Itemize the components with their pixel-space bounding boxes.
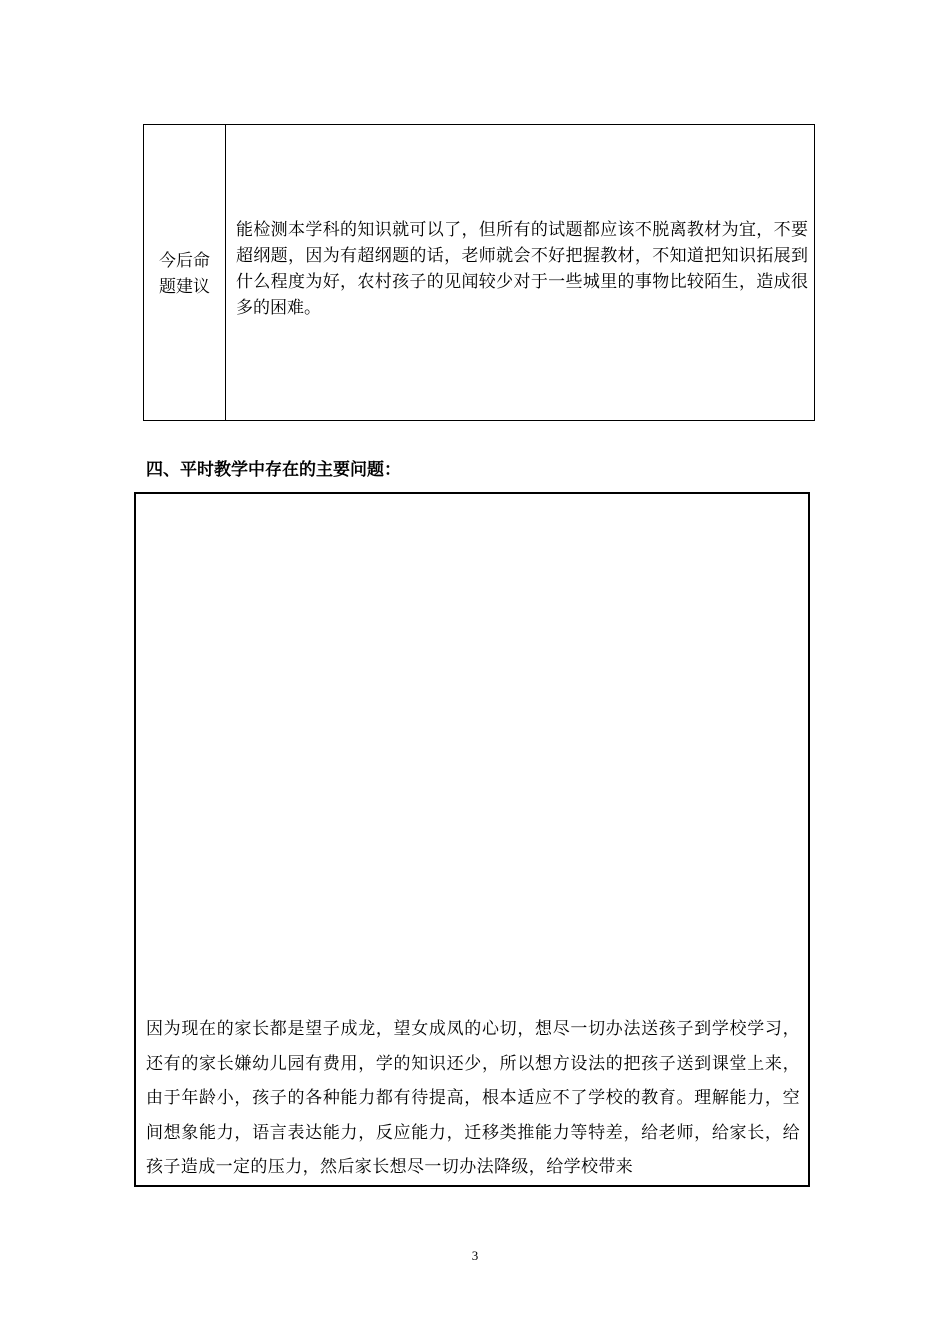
- suggestion-table: [143, 124, 815, 421]
- table-content: 能检测本学科的知识就可以了，但所有的试题都应该不脱离教材为宜，不要超纲题，因为有超纲题的话，老师就会不好把握教材，不知道把知识拓展到什么程度为好，农村孩子的见闻较少对于一些城里的事物比较陌生，造成很多的困难。: [236, 219, 808, 318]
- problems-box: [134, 492, 810, 1187]
- problems-text: 因为现在的家长都是望子成龙，望女成凤的心切，想尽一切办法送孩子到学校学习，还有的家长嫌幼儿园有费用，学的知识还少，所以想方设法的把孩子送到课堂上来，由于年龄小，孩子的各种能力都有待提高，根本适应不了学校的教育。理解能力，空间想象能力，语言表达能力，反应能力，迁移类推能力等特差，给老师，给家长，给孩子造成一定的压力，然后家长想尽一切办法降级，给学校带来: [146, 1019, 800, 1177]
- section-heading: 四、平时教学中存在的主要问题：: [146, 460, 401, 480]
- page-number: 3: [471, 1248, 479, 1263]
- table-label: 今后命题建议: [159, 250, 210, 297]
- table-content-cell: [226, 125, 814, 420]
- table-label-cell: [144, 125, 226, 420]
